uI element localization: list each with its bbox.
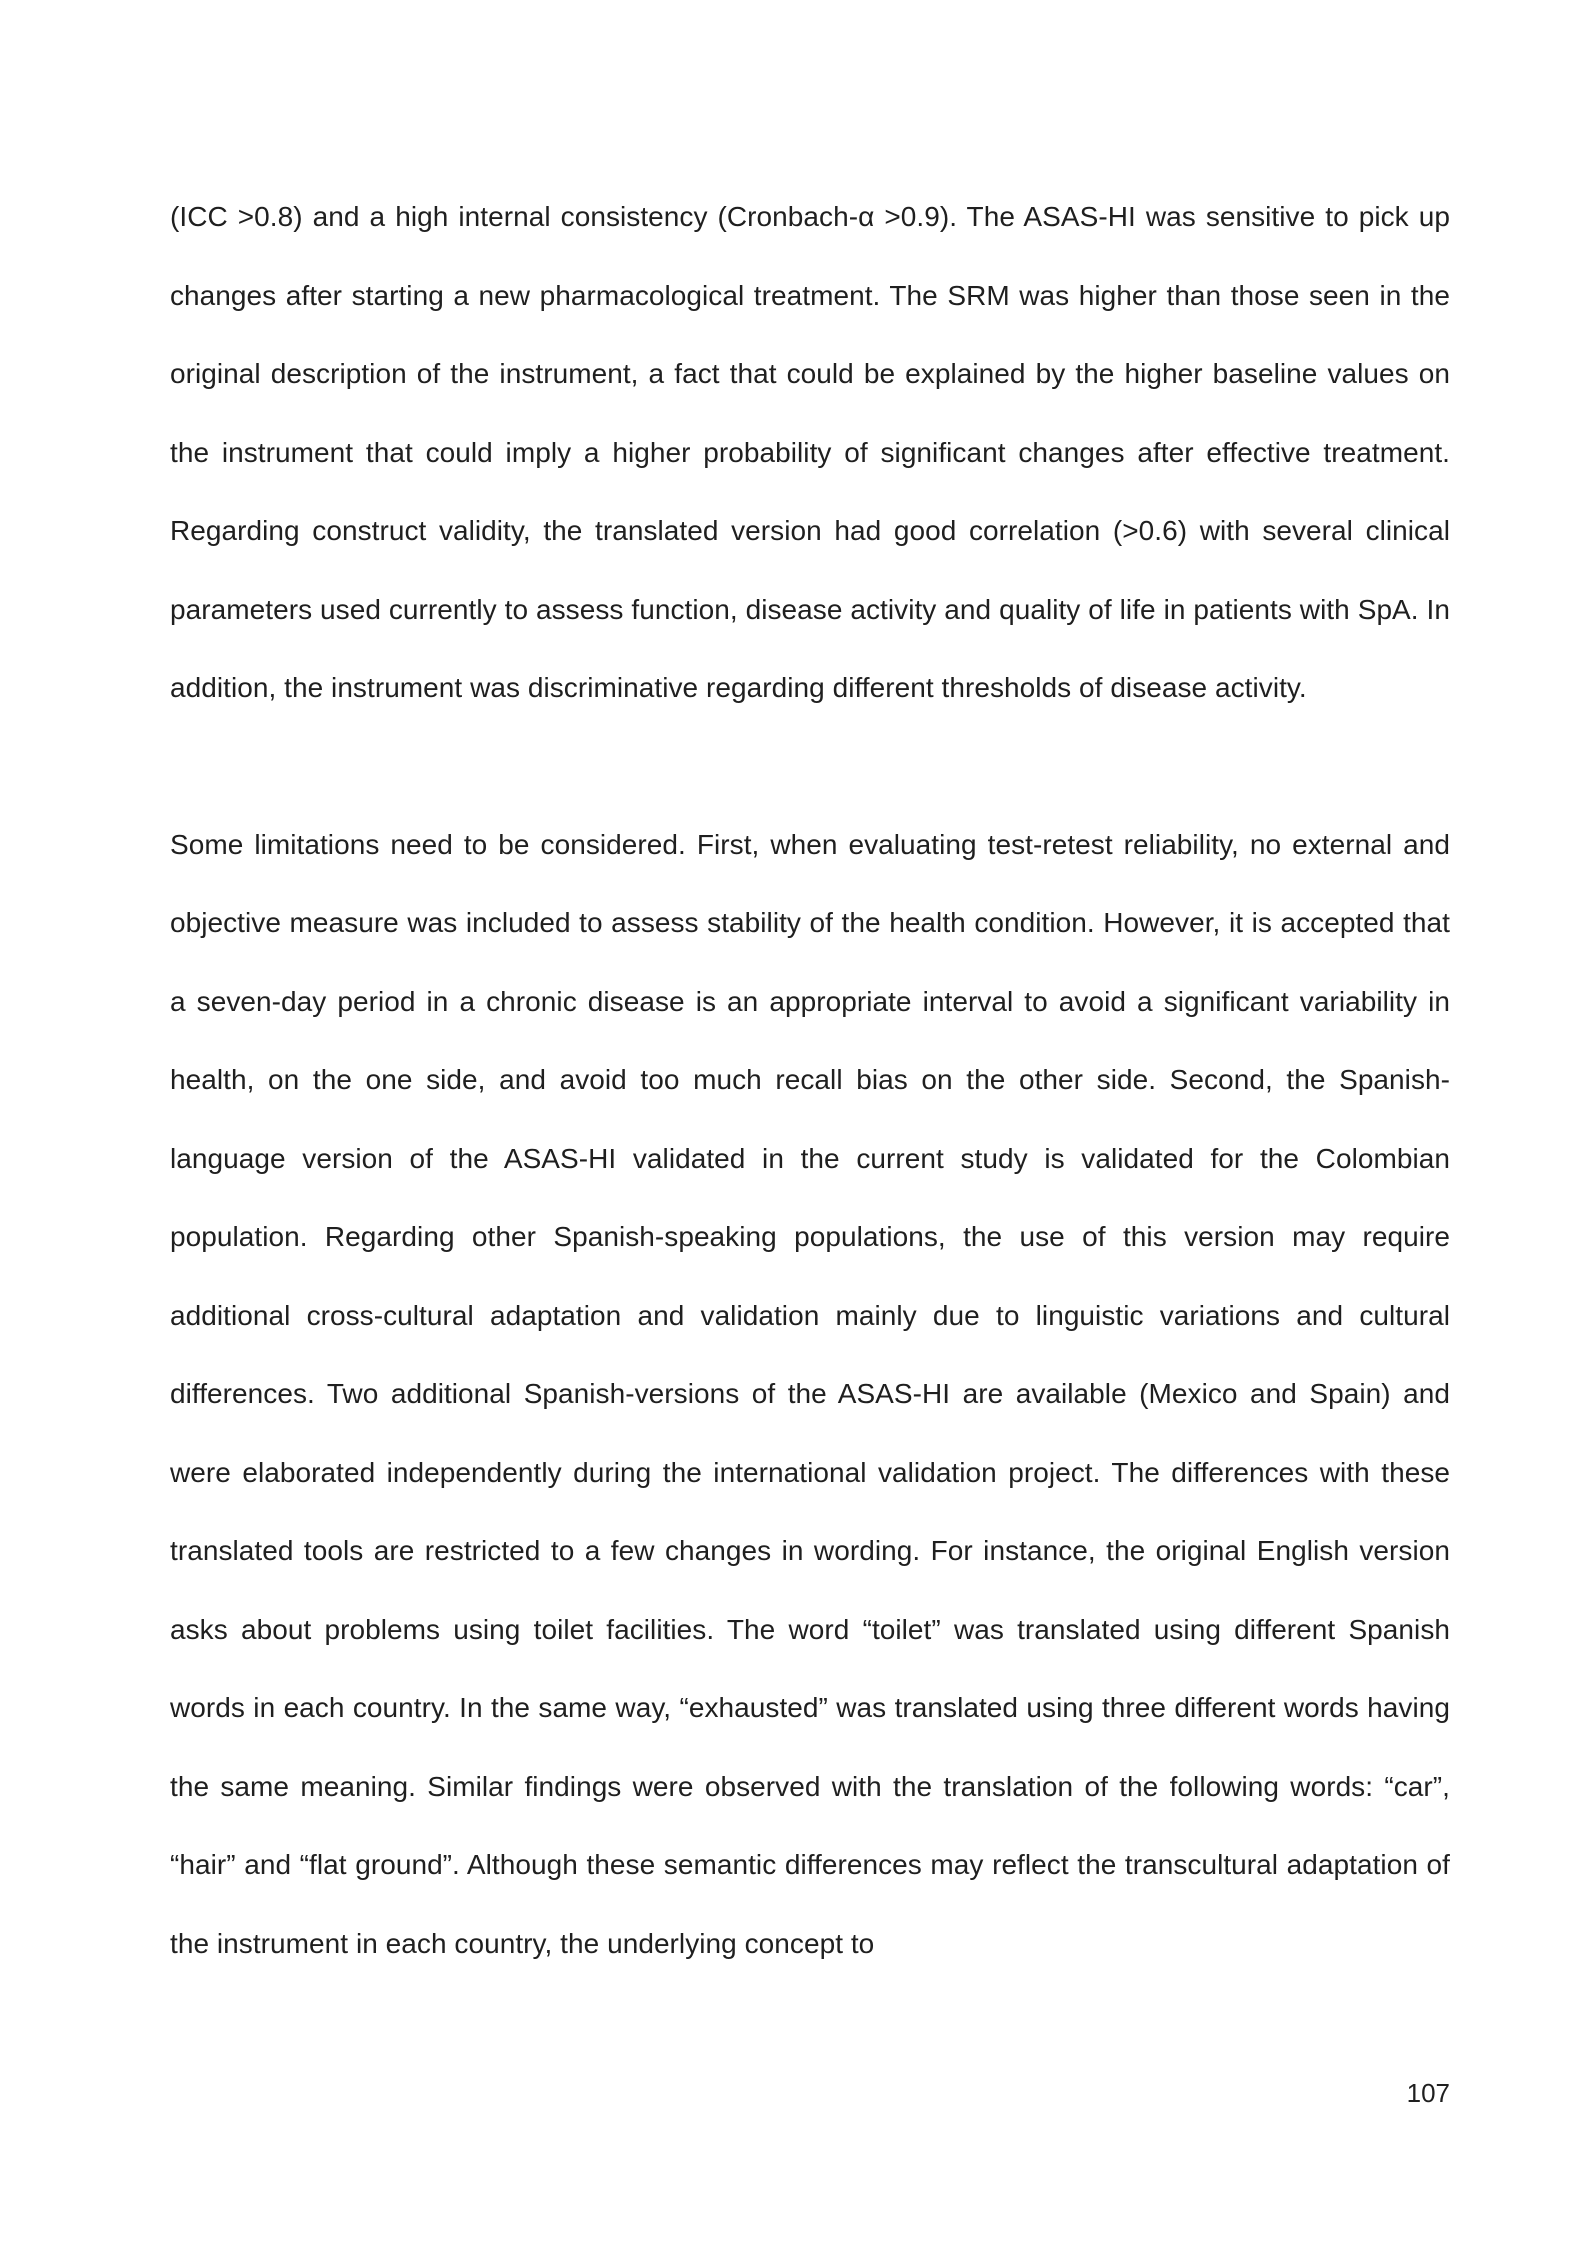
paragraph-results-summary: (ICC >0.8) and a high internal consistency (Cronbach-α >0.9). The ASAS-HI was sensitive to pick up changes after starting a new pharmacological treatment. The SRM was higher than those seen in the original description of the instrument, a fact that could be explained by the higher baseline values on the instrument that could imply a higher probability of significant changes after effective treatment. Regarding construct validity, the translated version had good correlation (>0.6) with several clinical parameters used currently to assess function, disease activity and quality of life in patients with SpA. In addition, the instrument was discriminative regarding different thresholds of disease activity. — [170, 201, 1450, 703]
page-number: 107 — [1406, 2078, 1450, 2108]
document-body — [170, 178, 1450, 1983]
paragraph-limitations: Some limitations need to be considered. First, when evaluating test-retest reliability, no external and objective measure was included to assess stability of the health condition. However, it is accepted that a seven-day period in a chronic disease is an appropriate interval to avoid a significant variability in health, on the one side, and avoid too much recall bias on the other side. Second, the Spanish-language version of the ASAS-HI validated in the current study is validated for the Colombian population. Regarding other Spanish-speaking populations, the use of this version may require additional cross-cultural adaptation and validation mainly due to linguistic variations and cultural differences. Two additional Spanish-versions of the ASAS-HI are available (Mexico and Spain) and were elaborated independently during the international validation project. The differences with these translated tools are restricted to a few changes in wording. For instance, the original English version asks about problems using toilet facilities. The word “toilet” was translated using different Spanish words in each country. In the same way, “exhausted” was translated using three different words having the same meaning. Similar findings were observed with the translation of the following words: “car”, “hair” and “flat ground”. Although these semantic differences may reflect the transcultural adaptation of the instrument in each country, the underlying concept to — [170, 828, 1450, 1959]
